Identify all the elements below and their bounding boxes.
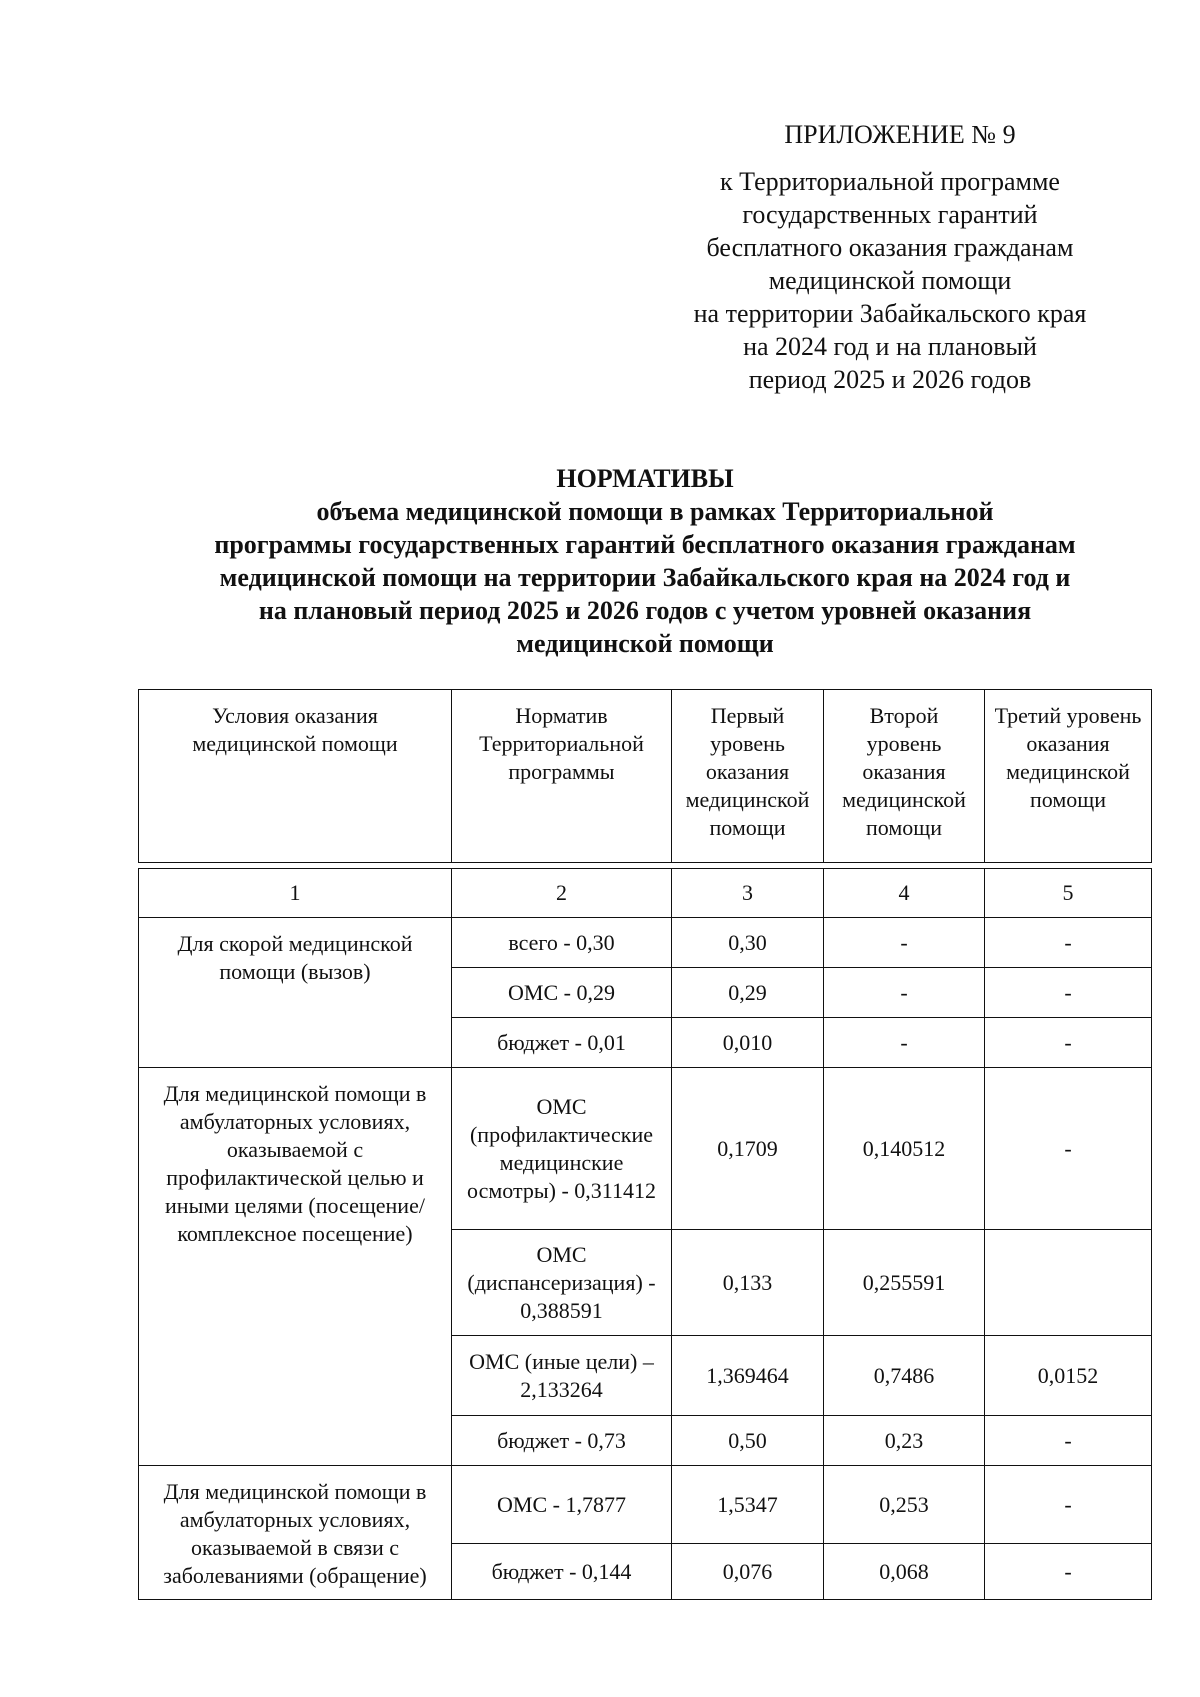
document-title [140,462,1150,660]
level3-cell: - [985,1416,1152,1466]
norm-cell: бюджет - 0,01 [452,1018,672,1068]
norm-cell: бюджет - 0,144 [452,1544,672,1600]
annex-block [640,118,1140,396]
annex-line: на территории Забайкальского края [693,299,1087,328]
title-line: объема медицинской помощи в рамках Территориальной [316,497,994,526]
annex-line: медицинской помощи [768,266,1012,295]
column-number: 3 [672,869,824,918]
level1-cell: 1,369464 [672,1336,824,1416]
level3-cell: - [985,1544,1152,1600]
norms-table [138,689,1152,1600]
annex-line: к Территориальной программе [720,167,1060,196]
annex-line: бесплатного оказания гражданам [706,233,1074,262]
annex-line: государственных гарантий [742,200,1038,229]
table-row [139,1068,1152,1230]
condition-cell: Для медицинской помощи в амбулаторных условиях, оказываемой в связи с заболеваниями (обращение) [139,1466,452,1600]
header-cell: Условия оказания медицинской помощи [139,690,452,863]
level2-cell: 0,255591 [824,1230,985,1336]
level1-cell: 0,50 [672,1416,824,1466]
level3-cell: - [985,968,1152,1018]
column-number-row [139,869,1152,918]
norm-cell: всего - 0,30 [452,918,672,968]
annex-line: период 2025 и 2026 годов [748,365,1032,394]
title-line: на плановый период 2025 и 2026 годов с учетом уровней оказания [258,596,1032,625]
column-number: 4 [824,869,985,918]
table-row [139,918,1152,968]
level2-cell: 0,7486 [824,1336,985,1416]
column-number: 2 [452,869,672,918]
level2-cell: 0,068 [824,1544,985,1600]
norm-cell: ОМС - 1,7877 [452,1466,672,1544]
column-number: 1 [139,869,452,918]
level3-cell: - [985,918,1152,968]
level1-cell: 0,29 [672,968,824,1018]
header-cell: Первый уровень оказания медицинской помощи [672,690,824,863]
table-header-row [139,690,1152,863]
level1-cell: 0,1709 [672,1068,824,1230]
document-heading: НОРМАТИВЫ [556,464,734,493]
annex-title: ПРИЛОЖЕНИЕ № 9 [784,120,1016,149]
level3-cell [985,1230,1152,1336]
level1-cell: 0,010 [672,1018,824,1068]
norm-cell: ОМС (диспансеризация) - 0,388591 [452,1230,672,1336]
level1-cell: 0,133 [672,1230,824,1336]
condition-cell: Для скорой медицинской помощи (вызов) [139,918,452,1068]
level2-cell: - [824,918,985,968]
level1-cell: 0,076 [672,1544,824,1600]
level2-cell: - [824,1018,985,1068]
level2-cell: 0,23 [824,1416,985,1466]
level1-cell: 0,30 [672,918,824,968]
norm-cell: ОМС - 0,29 [452,968,672,1018]
title-line: медицинской помощи [516,629,774,658]
title-line: медицинской помощи на территории Забайкальского края на 2024 год и [219,563,1071,592]
level3-cell: - [985,1068,1152,1230]
column-number: 5 [985,869,1152,918]
norm-cell: бюджет - 0,73 [452,1416,672,1466]
annex-line: на 2024 год и на плановый [743,332,1037,361]
condition-cell: Для медицинской помощи в амбулаторных условиях, оказываемой с профилактической целью и иными целями (посещение/комплексное посещение) [139,1068,452,1466]
header-cell: Третий уровень оказания медицинской помощи [985,690,1152,863]
norm-cell: ОМС (иные цели) – 2,133264 [452,1336,672,1416]
table-row [139,1466,1152,1544]
level3-cell: 0,0152 [985,1336,1152,1416]
level2-cell: 0,140512 [824,1068,985,1230]
level2-cell: - [824,968,985,1018]
title-line: программы государственных гарантий бесплатного оказания гражданам [214,530,1076,559]
norm-cell: ОМС (профилактические медицинские осмотры) - 0,311412 [452,1068,672,1230]
header-cell: Норматив Территориальной программы [452,690,672,863]
header-cell: Второй уровень оказания медицинской помощи [824,690,985,863]
level3-cell: - [985,1018,1152,1068]
level3-cell: - [985,1466,1152,1544]
level2-cell: 0,253 [824,1466,985,1544]
level1-cell: 1,5347 [672,1466,824,1544]
